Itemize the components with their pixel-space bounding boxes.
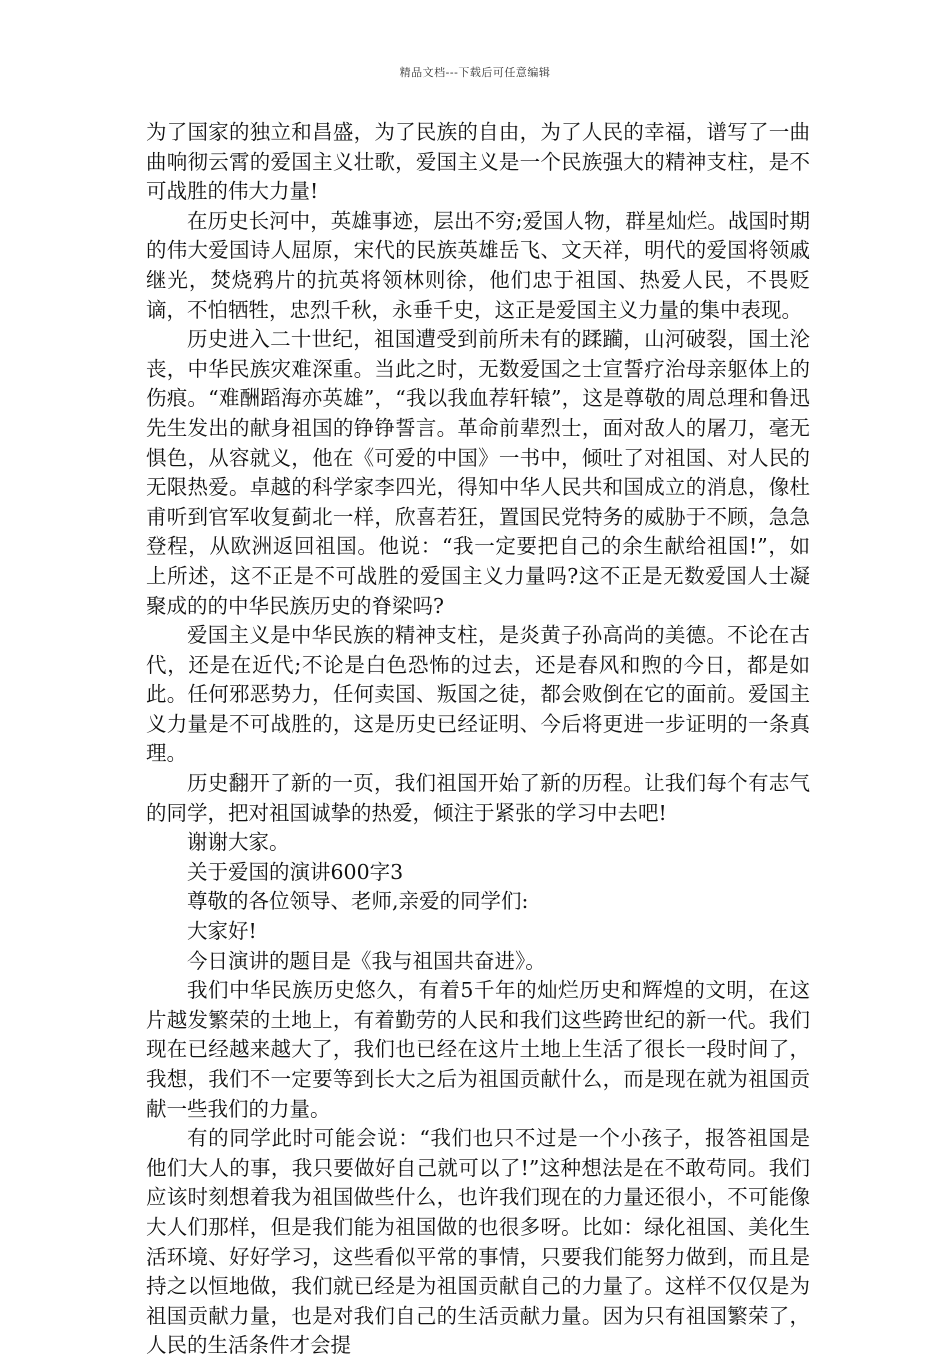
page-header: 精品文档---下载后可任意编辑 bbox=[399, 66, 551, 79]
paragraph-4: 爱国主义是中华民族的精神支柱，是炎黄子孙高尚的美德。不论在古代，还是在近代;不论是白色恐怖的过去，还是春风和煦的今日，都是如此。任何邪恶势力，任何卖国、叛国之徒，都会败倒在它的面前。爱国主义力量是不可战胜的，这是历史已经证明、今后将更进一步证明的一条真理。 bbox=[146, 623, 810, 766]
paragraph-6: 我们中华民族历史悠久，有着5千年的灿烂历史和辉煌的文明，在这片越发繁荣的土地上，有着勤劳的人民和我们这些跨世纪的新一代。我们现在已经越来越大了，我们也已经在这片土地上生活了很长一段时间了，我想，我们不一定要等到长大之后为祖国贡献什么，而是现在就为祖国贡献一些我们的力量。 bbox=[146, 978, 810, 1121]
speech-topic: 今日演讲的题目是《我与祖国共奋进》。 bbox=[187, 948, 546, 973]
document-body bbox=[146, 118, 810, 1361]
paragraph-2: 在历史长河中，英雄事迹，层出不穷;爱国人物，群星灿烂。战国时期的伟大爱国诗人屈原，宋代的民族英雄岳飞、文天祥，明代的爱国将领戚继光，焚烧鸦片的抗英将领林则徐，他们忠于祖国、热爱人民，不畏贬谪，不怕牺牲，忠烈千秋，永垂千史，这正是爱国主义力量的集中表现。 bbox=[146, 208, 810, 322]
paragraph-3: 历史进入二十世纪，祖国遭受到前所未有的蹂躏，山河破裂，国土沦丧，中华民族灾难深重。当此之时，无数爱国之士宣誓疗治母亲躯体上的伤痕。“难酬蹈海亦英雄”，“我以我血荐轩辕”，这是尊敬的周总理和鲁迅先生发出的献身祖国的铮铮誓言。革命前辈烈士，面对敌人的屠刀，毫无惧色，从容就义，他在《可爱的中国》一书中，倾吐了对祖国、对人民的无限热爱。卓越的科学家李四光，得知中华人民共和国成立的消息，像杜甫听到官军收复蓟北一样，欣喜若狂，置国民党特务的威胁于不顾，急急登程，从欧洲返回祖国。他说：“我一定要把自己的余生献给祖国!”，如上所述，这不正是不可战胜的爱国主义力量吗?这不正是无数爱国人士凝聚成的的中华民族历史的脊梁吗? bbox=[146, 327, 810, 618]
section-title: 关于爱国的演讲600字3 bbox=[187, 859, 404, 884]
paragraph-5: 历史翻开了新的一页，我们祖国开始了新的历程。让我们每个有志气的同学，把对祖国诚挚的热爱，倾注于紧张的学习中去吧! bbox=[146, 771, 810, 825]
paragraph-1: 为了国家的独立和昌盛，为了民族的自由，为了人民的幸福，谱写了一曲曲响彻云霄的爱国主义壮歌，爱国主义是一个民族强大的精神支柱，是不可战胜的伟大力量! bbox=[146, 120, 810, 204]
paragraph-7: 有的同学此时可能会说：“我们也只不过是一个小孩子，报答祖国是他们大人的事，我只要做好自己就可以了!”这种想法是在不敢苟同。我们应该时刻想着我为祖国做些什么，也许我们现在的力量还很小，不可能像大人们那样，但是我们能为祖国做的也很多呀。比如：绿化祖国、美化生活环境、好好学习，这些看似平常的事情，只要我们能努力做到，而且是持之以恒地做，我们就已经是为祖国贡献自己的力量了。这样不仅仅是为祖国贡献力量，也是对我们自己的生活贡献力量。因为只有祖国繁荣了，人民的生活条件才会提 bbox=[146, 1126, 810, 1358]
greeting: 大家好! bbox=[187, 919, 257, 944]
closing-thanks: 谢谢大家。 bbox=[187, 830, 290, 855]
salutation: 尊敬的各位领导、老师,亲爱的同学们: bbox=[187, 889, 529, 914]
